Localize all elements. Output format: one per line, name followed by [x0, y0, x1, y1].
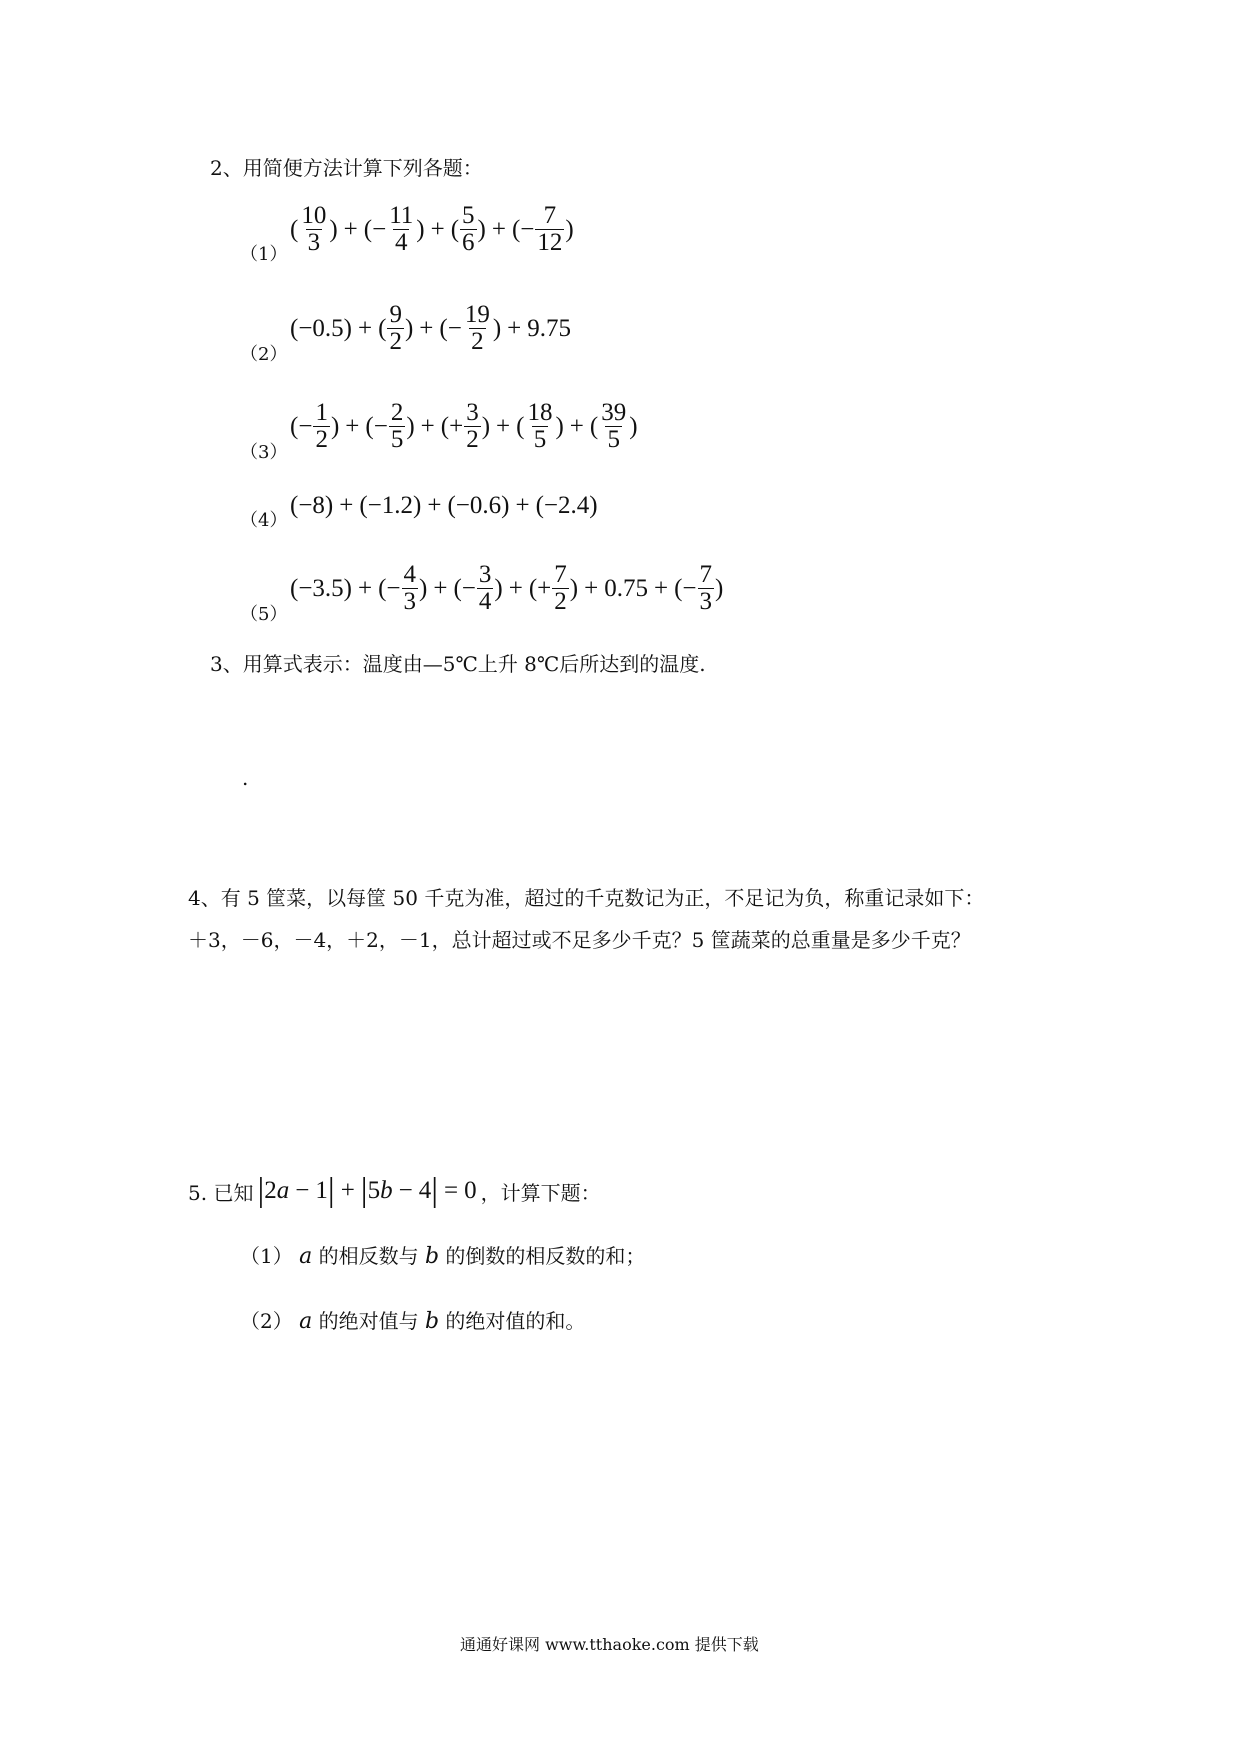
q5-equation: | 2 a − 1 | + | 5 b − 4 | = 0	[257, 1172, 477, 1209]
page-footer: 通通好课网 www.tthaoke.com 提供下载	[460, 1635, 759, 1654]
q5-sub-1-mid: 的相反数与	[312, 1244, 425, 1268]
q4-line-2: ＋3，－6，－4，＋2，－1，总计超过或不足多少千克？5 筐蔬菜的总重量是多少千克？	[188, 928, 971, 952]
item-2-label: （2）	[240, 344, 288, 365]
q4-line-1: 4、有 5 筐菜，以每筐 50 千克为准，超过的千克数记为正，不足记为负，称重记录如下：	[188, 886, 985, 910]
q5-sub-2-var-b: b	[424, 1309, 440, 1334]
item-5-label: （5）	[240, 604, 288, 625]
q5-prefix: 5. 已知	[188, 1180, 254, 1205]
item-3-label: （3）	[240, 442, 288, 463]
q2-heading: 2、用简便方法计算下列各题：	[210, 156, 483, 180]
q5-sub-1-var-a: a	[299, 1244, 313, 1269]
q5-sub-1-label: （1）	[240, 1244, 293, 1268]
q5-sub-2-label: （2）	[240, 1309, 293, 1333]
item-2-expression: (−0.5) + ( $\frac{9}{2}$ ) + (− $\frac{19}{2}$ ) + 9.75	[290, 301, 571, 356]
item-3-expression: (− $\frac{1}{2}$ ) + (− $\frac{2}{5}$ ) + (+ $\frac{3}{2}$ ) + ( $\frac{18}{5}$ ) + ( $\frac{39}{5}$ )	[290, 399, 638, 454]
item-1-expression: ( $\frac{10}{3}$ ) + (− $\frac{11}{4}$ ) + ( $\frac{5}{6}$ ) + (− $\frac{7}{12}$ )	[290, 202, 574, 257]
q5-sub-1	[240, 1240, 645, 1269]
q5-sub-2-mid: 的绝对值与	[312, 1309, 425, 1333]
q5-sub-1-var-b: b	[424, 1244, 440, 1269]
q5-sub-2-tail: 的绝对值的和。	[439, 1309, 586, 1333]
q3-text: 3、用算式表示：温度由—5℃上升 8℃后所达到的温度.	[210, 652, 706, 676]
item-4-expression: (−8) + (−1.2) + (−0.6) + (−2.4)	[290, 492, 598, 519]
item-4-label: （4）	[240, 510, 288, 531]
q5-line	[188, 1174, 601, 1208]
q5-suffix: ，计算下题：	[480, 1180, 601, 1205]
item-1-label: （1）	[240, 244, 288, 265]
item-5-expression: (−3.5) + (− $\frac{4}{3}$ ) + (− $\frac{3}{4}$ ) + (+ $\frac{7}{2}$ ) + 0.75 + (− $\frac{7}{3}$ )	[290, 561, 724, 616]
q5-sub-1-tail: 的倒数的相反数的和；	[439, 1244, 646, 1268]
q5-sub-2-var-a: a	[299, 1309, 313, 1334]
q5-sub-2	[240, 1305, 585, 1334]
q3-dot: .	[242, 766, 249, 790]
